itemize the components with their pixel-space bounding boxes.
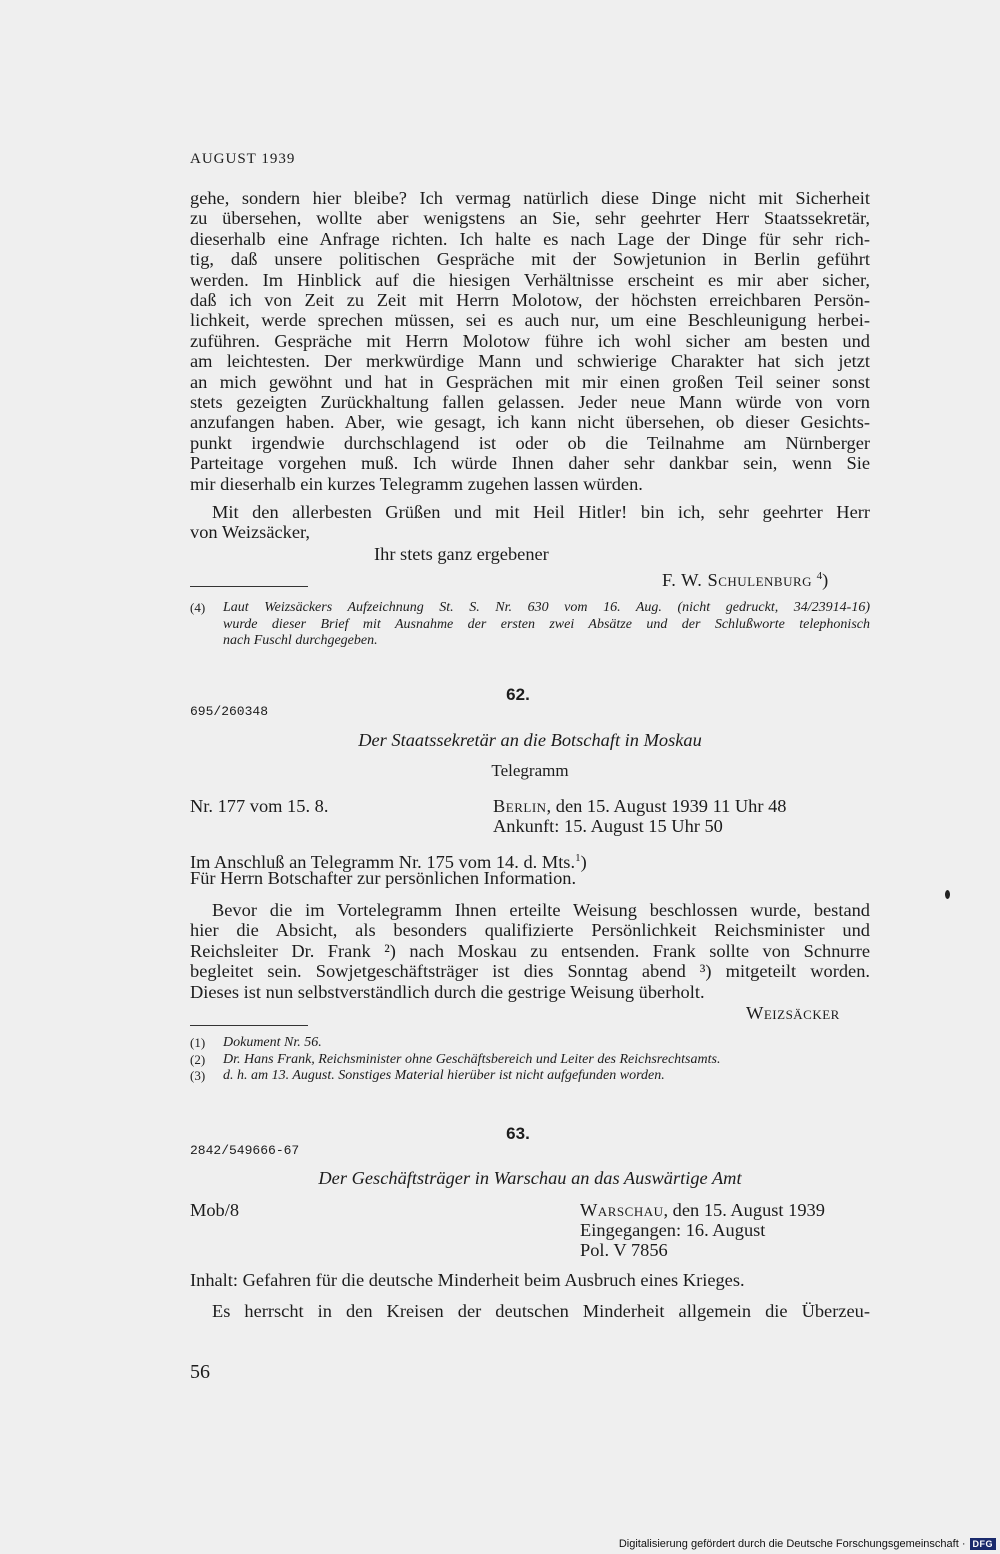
text-line: Reichsleiter Dr. Frank ²) nach Moskau zu entsenden. Frank sollte von Schnurre <box>190 940 870 961</box>
dispatch-date: , den 15. August 1939 <box>663 1200 825 1220</box>
text-line: anzufangen haben. Aber, wie gesagt, ich kann nicht übersehen, ob dieser Gesichts- <box>190 412 870 433</box>
text-line: punkt irgendwie durchschlagend ist oder ob die Teilnahme am Nürnberger <box>190 432 870 453</box>
footnote-text: Dokument Nr. 56. <box>223 1035 322 1050</box>
footnote-marker: (2) <box>190 1051 206 1067</box>
scan-speck <box>945 890 950 899</box>
footnote-text: Dr. Hans Frank, Reichsminister ohne Geschäftsbereich und Leiter des Reichsrechtsamts. <box>223 1051 721 1067</box>
digitization-note: Digitalisierung gefördert durch die Deutsche Forschungsgemeinschaft · <box>618 1538 966 1550</box>
text-line: gehe, sondern hier bleibe? Ich vermag natürlich diese Dinge nicht mit Sicherheit <box>190 188 870 208</box>
footnote-text: wurde dieser Brief mit Ausnahme der ersten zwei Absätze und der Schlußworte telephonisch <box>223 616 870 632</box>
text-line: hier die Absicht, als besonders qualifizierte Persönlichkeit Reichsminister und <box>190 920 870 941</box>
footnote-rule <box>190 1025 308 1026</box>
valediction: Ihr stets ganz ergebener <box>374 544 549 564</box>
doc61-body <box>190 188 870 494</box>
document-number: 63. <box>506 1124 530 1143</box>
running-head: AUGUST 1939 <box>190 151 296 167</box>
text-line: am leichtesten. Der merkwürdige Mann und schwierige Charakter hat sich jetzt <box>190 351 870 372</box>
dispatch-line <box>493 796 786 816</box>
document-number: 62. <box>506 685 530 704</box>
footnote-text: Laut Weizsäckers Aufzeichnung St. S. Nr. 630 vom 16. Aug. (nicht gedruckt, 34/23914-16) <box>223 600 870 615</box>
text-line: zu übersehen, wollte aber wenigstens an Sie, sehr geehrter Herr Staatssekretär, <box>190 208 870 229</box>
dispatch-date: , den 15. August 1939 11 Uhr 48 <box>546 796 787 816</box>
text-line: daß ich von Zeit zu Zeit mit Herrn Molotow, der höchsten erreichbaren Persön- <box>190 290 870 311</box>
intro-tail: ) <box>580 852 587 873</box>
text-line: mir dieserhalb ein kurzes Telegramm zugehen lassen würden. <box>190 473 643 494</box>
intro-line: Für Herrn Botschafter zur persönlichen Information. <box>190 868 577 888</box>
doc61-closing <box>190 502 870 543</box>
text-line: Bevor die im Vortelegramm Ihnen erteilte Weisung beschlossen wurde, bestand <box>212 900 870 920</box>
file-reference: 695/260348 <box>190 704 269 719</box>
footnote <box>190 600 870 617</box>
text-line: Es herrscht in den Kreisen der deutschen Minderheit allgemein die Überzeu- <box>212 1301 870 1321</box>
text-line: von Weizsäcker, <box>190 522 310 543</box>
subject-line: Inhalt: Gefahren für die deutsche Minderheit beim Ausbruch eines Krieges. <box>190 1270 745 1290</box>
pol-reference: Pol. V 7856 <box>580 1240 668 1260</box>
digitization-banner <box>611 1534 1000 1554</box>
text-line: Mit den allerbesten Grüßen und mit Heil Hitler! bin ich, sehr geehrter Herr <box>212 502 870 522</box>
footnote-text: nach Fuschl durchgegeben. <box>223 633 378 648</box>
text-line: dieserhalb eine Anfrage richten. Ich halte es nach Lage der Dinge für sehr rich- <box>190 228 870 249</box>
signature-weizsaecker: Weizsäcker <box>746 1003 840 1023</box>
text-line: stets gezeigten Zurückhaltung fallen gelassen. Jeder neue Mann würde von vorn <box>190 392 870 413</box>
footnote <box>190 1052 870 1069</box>
doc61-footnote <box>190 600 870 650</box>
footnote-marker: (3) <box>190 1068 206 1083</box>
page-number: 56 <box>190 1361 210 1383</box>
footnote-rule <box>190 586 308 587</box>
document-title: Der Staatssekretär an die Botschaft in Moskau <box>358 730 702 750</box>
signature-schulenburg: F. W. Schulenburg $^4$) <box>662 570 829 591</box>
telegram-number: Nr. 177 vom 15. 8. <box>190 796 329 816</box>
doc62-body <box>190 900 870 1002</box>
footnote-ref: 1 <box>575 852 581 864</box>
document-type: Telegramm <box>491 761 569 780</box>
text-line: werden. Im Hinblick auf die hiesigen Verhältnisse erscheint es mir aber sicher, <box>190 269 870 290</box>
arrival-line: Ankunft: 15. August 15 Uhr 50 <box>493 816 723 836</box>
text-line: zuführen. Gespräche mit Herrn Molotow führe ich wohl sicher am besten und <box>190 330 870 351</box>
intro-text: Im Anschluß an Telegramm Nr. 175 vom 14. d. Mts. <box>190 852 576 873</box>
text-line: Parteitage vorgehen muß. Ich würde Ihnen daher sehr dankbar sein, wenn Sie <box>190 453 870 474</box>
signature-name: F. W. Schulenburg <box>662 570 813 591</box>
doc63-body <box>190 1301 870 1321</box>
text-line: lichkeit, werde sprechen müssen, sei es auch nur, um eine Beschleunigung herbei- <box>190 310 870 331</box>
doc62-footnotes <box>190 1035 870 1085</box>
footnote <box>190 633 870 650</box>
received-line: Eingegangen: 16. August <box>580 1220 766 1240</box>
reference-code: Mob/8 <box>190 1200 240 1220</box>
dfg-logo: DFG <box>970 1538 997 1550</box>
footnote-marker: (1) <box>190 1035 206 1050</box>
dispatch-line <box>580 1200 825 1220</box>
footnote <box>190 1035 870 1052</box>
footnote-marker: (4) <box>190 600 206 615</box>
footnote-text: d. h. am 13. August. Sonstiges Material hierüber ist nicht aufgefunden worden. <box>223 1068 665 1083</box>
text-line: Dieses ist nun selbstverständlich durch die gestrige Weisung überholt. <box>190 981 705 1002</box>
file-reference: 2842/549666-67 <box>190 1143 300 1158</box>
dispatch-place: Berlin <box>493 796 547 816</box>
dispatch-place: Warschau <box>580 1200 664 1220</box>
footnote <box>190 1068 870 1085</box>
text-line: begleitet sein. Sowjetgeschäftsträger ist dies Sonntag abend ³) mitgeteilt worden. <box>190 961 870 982</box>
text-line: an mich gewöhnt und hat in Gesprächen mit mir einen großen Teil seiner sonst <box>190 371 870 392</box>
footnote <box>190 617 870 634</box>
document-title: Der Geschäftsträger in Warschau an das Auswärtige Amt <box>318 1168 742 1188</box>
footnote-ref: 4 <box>816 570 823 582</box>
text-line: tig, daß unsere politischen Gespräche mit der Sowjetunion in Berlin geführt <box>190 249 870 270</box>
